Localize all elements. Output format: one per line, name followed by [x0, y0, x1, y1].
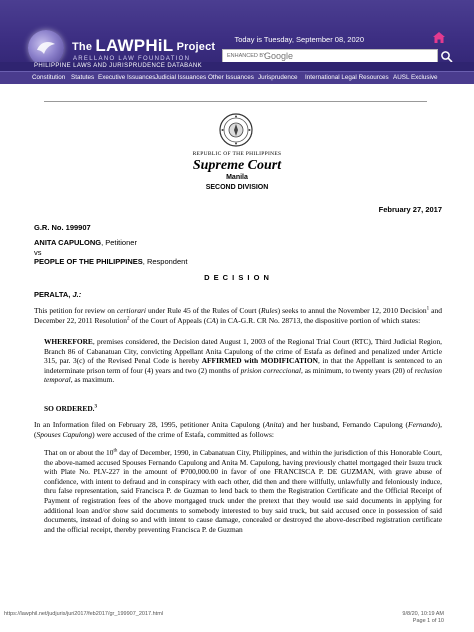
petitioner-name: ANITA CAPULONG: [34, 238, 102, 247]
databank-bar: [0, 62, 474, 71]
respondent-name: PEOPLE OF THE PHILIPPINES: [34, 257, 143, 266]
nav-constitution[interactable]: Constitution: [32, 74, 66, 81]
nav-jurisprudence[interactable]: Jurisprudence: [258, 74, 298, 81]
so-ordered: SO ORDERED.$^3$: [44, 404, 98, 413]
petitioner-role: , Petitioner: [101, 238, 137, 247]
divider: [44, 101, 427, 102]
date-line: Today is Tuesday, September 08, 2020: [234, 35, 364, 44]
search-label: ENHANCED BY: [227, 53, 267, 59]
search-brand: Google: [264, 51, 294, 61]
supreme-court-seal-icon: [219, 113, 253, 147]
nav-ausl-exclusive[interactable]: AUSL Exclusive: [393, 74, 438, 81]
nav-statutes[interactable]: Statutes: [71, 74, 95, 81]
footer-timestamp: 9/8/20, 10:19 AM: [402, 611, 444, 617]
lawphil-logo-icon[interactable]: [28, 30, 64, 66]
footer-page: Page 1 of 10: [412, 618, 444, 624]
vs-label: vs: [34, 248, 42, 257]
decision-heading: D E C I S I O N: [204, 273, 270, 282]
paragraph-intro: This petition for review on certiorari under Rule 45 of the Rules of Court (Rules) seeks to annul the November 12, 2010 Decision$^1$ and December 22, 2011 Resolution$^2$ of the Court of Appeals (CA) in CA-G.R. CR No. 28713, the dispositive portion of which states:: [34, 306, 442, 325]
gr-number: G.R. No. 199907: [34, 223, 91, 232]
nav-other-issuances[interactable]: Other Issuances: [208, 74, 254, 81]
respondent-line: [34, 257, 442, 267]
paragraph-information: In an Information filed on February 28, 1995, petitioner Anita Capulong (Anita) and her husband, Fernando Capulong (Fernando), (Spouses Capulong) were accused of the crime of Estafa, committed as follows:: [34, 420, 443, 439]
nav-judicial-issuances[interactable]: Judicial Issuances: [155, 74, 207, 81]
court-city: Manila: [226, 174, 248, 181]
site-foundation: ARELLANO LAW FOUNDATION: [73, 56, 191, 62]
main-nav: [0, 71, 474, 84]
petitioner-line: [34, 238, 442, 248]
division-label: SECOND DIVISION: [205, 184, 269, 191]
dispositive-quote: WHEREFORE, premises considered, the Decision dated August 1, 2003 of the Regional Trial Court (RTC), Third Judicial Region, Branch 86 of Cabanatuan City, convicting Appellant Anita Capulong of the crime of Estafa as defined and penalized under Article 315, par. 3(c) of the Revised Penal Code is hereby AFFIRMED with MODIFICATION, in that the Appellant is sentenced to an indeterminate prison term of four (4) years and two (2) months of prision correccional, as minimum, to twenty years (20) of reclusion temporal, as maximum.: [44, 337, 443, 385]
court-title: Supreme Court: [192, 158, 282, 173]
site-header: [0, 0, 474, 62]
information-quote: That on or about the 10th day of December, 1990, in Cabanatuan City, Philippines, and within the jurisdiction of this Honorable Court, the above-named accused Spouses Fernando Capulong and Anita M. Capulong, having previously chattel mortgaged their Isuzu truck with Plate No. PLV-227 in the amount of ₱700,000.00 in favor of one FRANCISCA P. DE GUZMAN, with grave abuse of confidence, with intent to defraud and in conspiracy with each other, did then and there willfully, unlawfully and feloniously induce, thru false representation, said Francisca P. de Guzman to lend back to them the Registration Certificate and the Official Receipt of Payment of registration fees of the above mortgaged truck under the pretext that they would use said documents in applying for additional loan and/or show said documents to somebody interested to buy said truck, but said accused once in possession of said documents, instead of doing so and with intent to cause damage, concealed or destroyed the above-described registration certificate and the official receipt, thereby preventing Francisca P. de Guzman: [44, 448, 442, 534]
republic-label: REPUBLIC OF THE PHILIPPINES: [192, 151, 282, 157]
nav-international-legal-resources[interactable]: International Legal Resources: [305, 74, 389, 81]
respondent-role: , Respondent: [142, 257, 188, 266]
home-icon[interactable]: [433, 32, 445, 43]
nav-executive-issuances[interactable]: Executive Issuances: [98, 74, 156, 81]
ponente: PERALTA, J.:: [34, 290, 82, 299]
decision-date: February 27, 2017: [378, 205, 442, 214]
databank-label: PHILIPPINE LAWS AND JURISPRUDENCE DATABANK: [34, 63, 203, 69]
site-brand[interactable]: The LAWPHiL Project: [72, 36, 216, 55]
footer-url[interactable]: https://lawphil.net/judjuris/juri2017/feb2017/gr_199907_2017.html: [4, 611, 163, 617]
